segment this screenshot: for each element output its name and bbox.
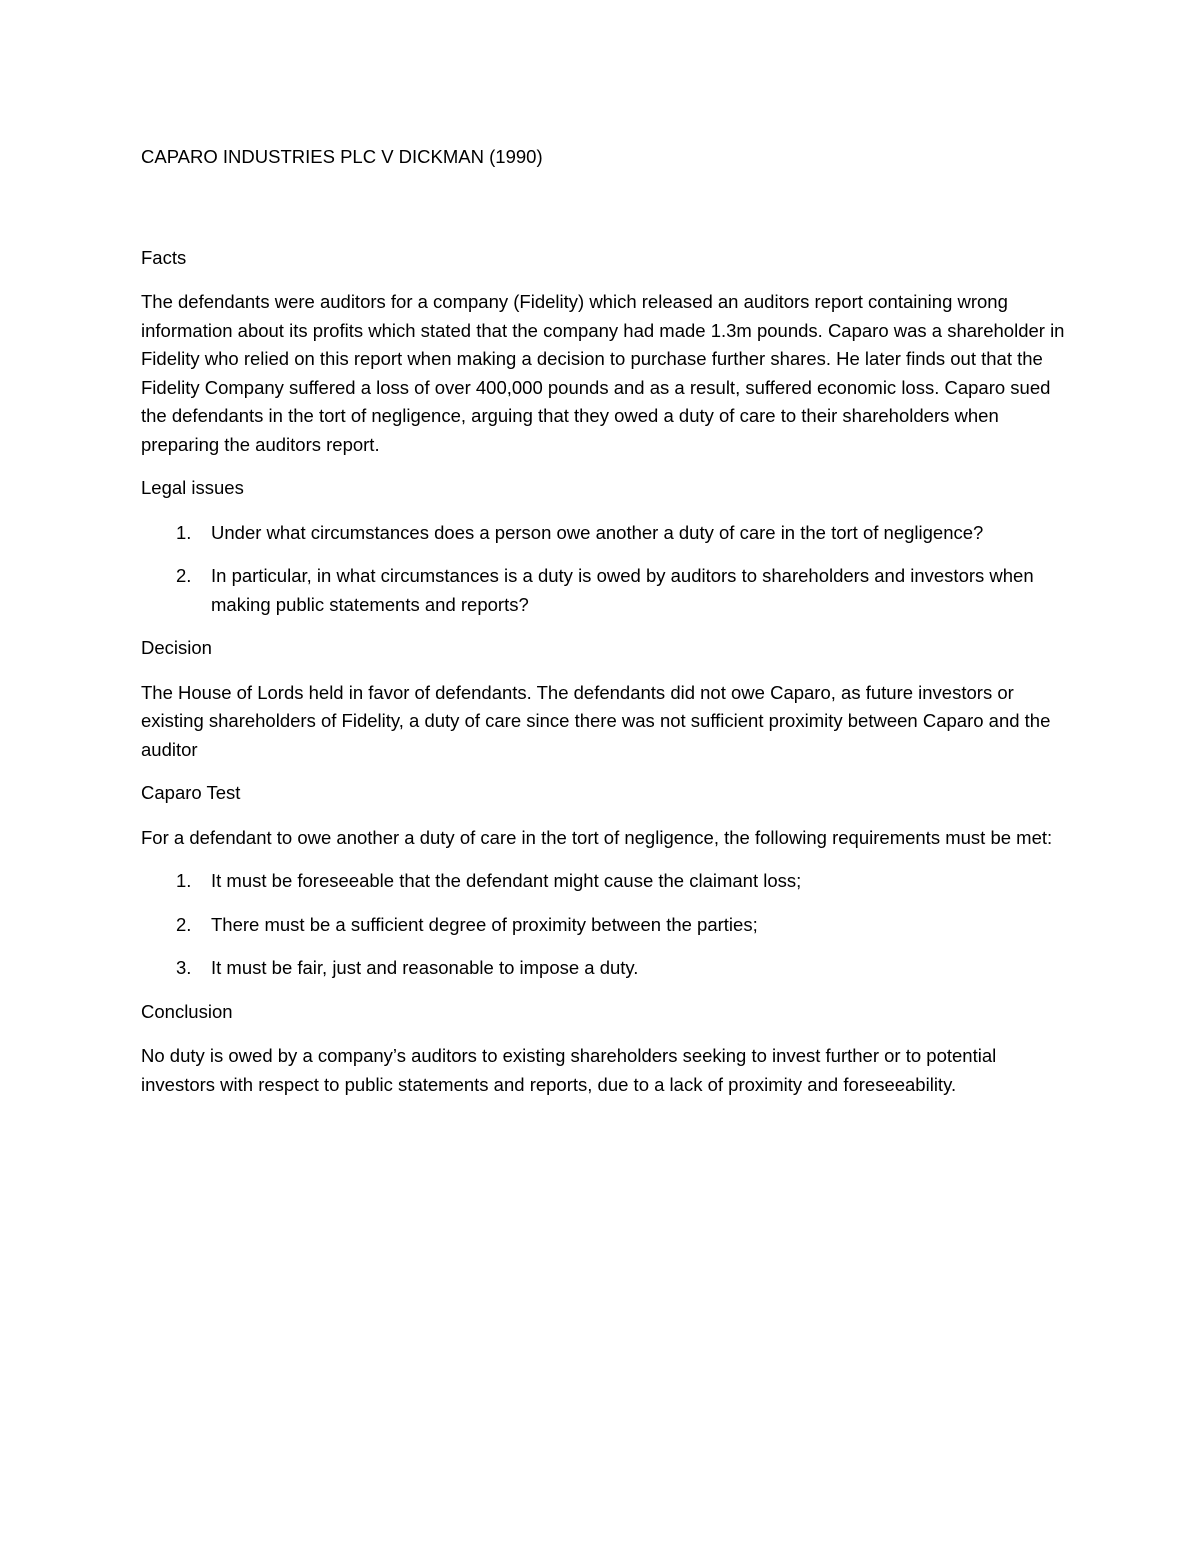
list-item-number: 3.	[176, 957, 192, 978]
legal-issues-list	[141, 519, 1066, 620]
list-item-text: There must be a sufficient degree of proximity between the parties;	[211, 913, 758, 935]
facts-paragraph: The defendants were auditors for a company (Fidelity) which released an auditors report containing wrong information about its profits which stated that the company had made 1.3m pounds. Caparo was a shareholder in Fidelity who relied on this report when making a decision to purchase further shares. He later finds out that the Fidelity Company suffered a loss of over 400,000 pounds and as a result, suffered economic loss. Caparo sued the defendants in the tort of negligence, arguing that they owed a duty of care to their shareholders when preparing the auditors report.	[141, 291, 1065, 455]
section-heading-conclusion: Conclusion	[141, 1000, 233, 1022]
list-item	[141, 867, 1066, 896]
list-item	[141, 562, 1066, 619]
section-heading-facts: Facts	[141, 246, 187, 268]
section-heading-caparo-test: Caparo Test	[141, 782, 241, 803]
list-item-text: Under what circumstances does a person owe another a duty of care in the tort of negligence?	[211, 521, 984, 543]
list-item	[141, 519, 1066, 548]
decision-paragraph: The House of Lords held in favor of defendants. The defendants did not owe Caparo, as future investors or existing shareholders of Fidelity, a duty of care since there was not sufficient proximity between Caparo and the auditor	[141, 681, 1051, 760]
caparo-test-paragraph: For a defendant to owe another a duty of care in the tort of negligence, the following requirements must be met:	[141, 826, 1053, 848]
list-item-number: 2.	[176, 565, 192, 586]
list-item-number: 2.	[176, 913, 192, 935]
list-item	[141, 954, 1066, 983]
document-body	[141, 143, 1066, 1114]
list-item-text: In particular, in what circumstances is a duty is owed by auditors to shareholders and investors when making public statements and reports?	[211, 565, 1034, 615]
section-heading-decision: Decision	[141, 637, 212, 658]
list-item-number: 1.	[176, 870, 192, 891]
document-title: CAPARO INDUSTRIES PLC V DICKMAN (1990)	[141, 146, 543, 167]
list-item	[141, 911, 1066, 940]
caparo-test-requirements-list	[141, 867, 1066, 983]
conclusion-paragraph: No duty is owed by a company’s auditors to existing shareholders seeking to invest further or to potential investors with respect to public statements and reports, due to a lack of proximity and foreseeability.	[141, 1045, 997, 1095]
section-heading-legal-issues: Legal issues	[141, 477, 244, 498]
list-item-text: It must be foreseeable that the defendant might cause the claimant loss;	[211, 870, 802, 891]
list-item-text: It must be fair, just and reasonable to impose a duty.	[211, 957, 639, 978]
list-item-number: 1.	[176, 521, 192, 543]
